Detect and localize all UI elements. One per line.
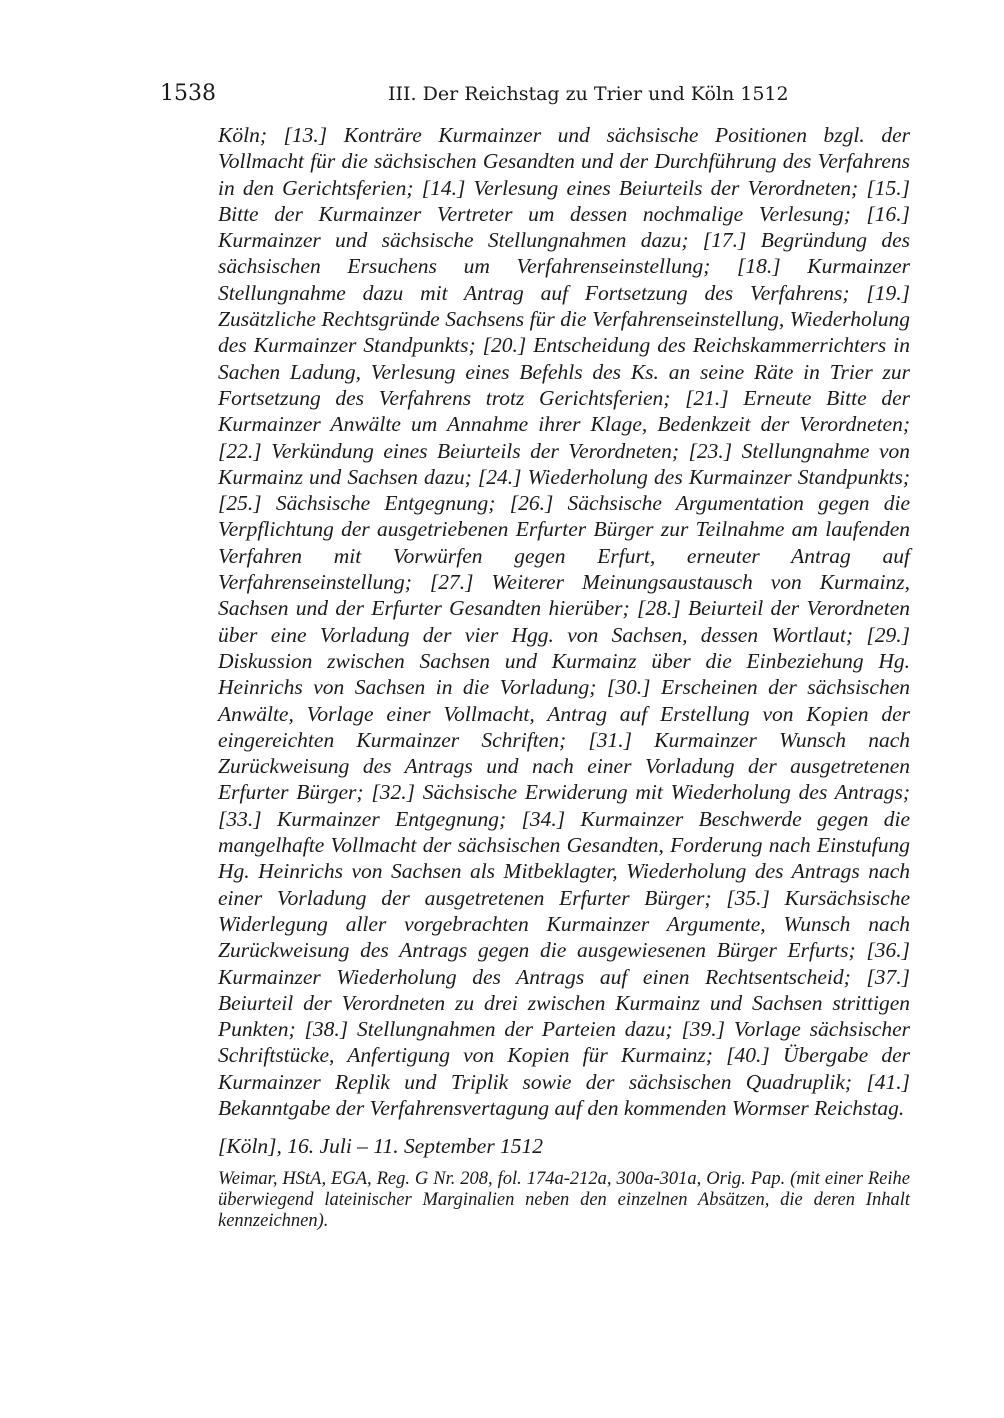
date-line: [Köln], 16. Juli – 11. September 1512 bbox=[218, 1134, 544, 1159]
page-header bbox=[160, 80, 912, 110]
main-content bbox=[218, 122, 910, 1232]
running-title: III. Der Reichstag zu Trier und Köln 1512 bbox=[388, 83, 789, 105]
source-note: Weimar, HStA, EGA, Reg. G Nr. 208, fol. 174a-212a, 300a-301a, Orig. Pap. (mit einer Reihe überwiegend lateinischer Marginalien neben den einzelnen Absätzen, die deren Inhalt kennzeichnen). bbox=[218, 1169, 910, 1232]
page-number: 1538 bbox=[160, 81, 216, 106]
summary-paragraph: Köln; [13.] Konträre Kurmainzer und sächsische Positionen bzgl. der Vollmacht für die sächsischen Gesandten und der Durchführung des Verfahrens in den Gerichtsferien; [14.] Verlesung eines Beiurteils der Verordneten; [15.] Bitte der Kurmainzer Vertreter um dessen nochmalige Verlesung; [16.] Kurmainzer und sächsische Stellungnahmen dazu; [17.] Begründung des sächsischen Ersuchens um Verfahrenseinstellung; [18.] Kurmainzer Stellungnahme dazu mit Antrag auf Fortsetzung des Verfahrens; [19.] Zusätzliche Rechtsgründe Sachsens für die Verfahrenseinstellung, Wiederholung des Kurmainzer Standpunkts; [20.] Entscheidung des Reichskammerrichters in Sachen Ladung, Verlesung eines Befehls des Ks. an seine Räte in Trier zur Fortsetzung des Verfahrens trotz Gerichtsferien; [21.] Erneute Bitte der Kurmainzer Anwälte um Annahme ihrer Klage, Bedenkzeit der Verordneten; [22.] Verkündung eines Beiurteils der Verordneten; [23.] Stellungnahme von Kurmainz und Sachsen dazu; [24.] Wiederholung des Kurmainzer Standpunkts; [25.] Sächsische Entgegnung; [26.] Sächsische Argumentation gegen die Verpflichtung der ausgetriebenen Erfurter Bürger zur Teilnahme am laufenden Verfahren mit Vorwürfen gegen Erfurt, erneuter Antrag auf Verfahrenseinstellung; [27.] Weiterer Meinungsaustausch von Kurmainz, Sachsen und der Erfurter Gesandten hierüber; [28.] Beiurteil der Verordneten über eine Vorladung der vier Hgg. von Sachsen, dessen Wortlaut; [29.] Diskussion zwischen Sachsen und Kurmainz über die Einbeziehung Hg. Heinrichs von Sachsen in die Vorladung; [30.] Erscheinen der sächsischen Anwälte, Vorlage einer Vollmacht, Antrag auf Erstellung von Kopien der eingereichten Kurmainzer Schriften; [31.] Kurmainzer Wunsch nach Zurückweisung des Antrags und nach einer Vorladung der ausgetretenen Erfurter Bürger; [32.] Sächsische Erwiderung mit Wiederholung des Antrags; [33.] Kurmainzer Entgegnung; [34.] Kurmainzer Beschwerde gegen die mangelhafte Vollmacht der sächsischen Gesandten, Forderung nach Einstufung Hg. Heinrichs von Sachsen als Mitbeklagter, Wiederholung des Antrags nach einer Vorladung der ausgetretenen Erfurter Bürger; [35.] Kursächsische Widerlegung aller vorgebrachten Kurmainzer Argumente, Wunsch nach Zurückweisung des Antrags gegen die ausgewiesenen Bürger Erfurts; [36.] Kurmainzer Wiederholung des Antrags auf einen Rechtsentscheid; [37.] Beiurteil der Verordneten zu drei zwischen Kurmainz und Sachsen strittigen Punkten; [38.] Stellungnahmen der Parteien dazu; [39.] Vorlage sächsischer Schriftstücke, Anfertigung von Kopien für Kurmainz; [40.] Übergabe der Kurmainzer Replik und Triplik sowie der sächsischen Quadruplik; [41.] Bekanntgabe der Verfahrensvertagung auf den kommenden Wormser Reichstag. bbox=[218, 123, 910, 1120]
